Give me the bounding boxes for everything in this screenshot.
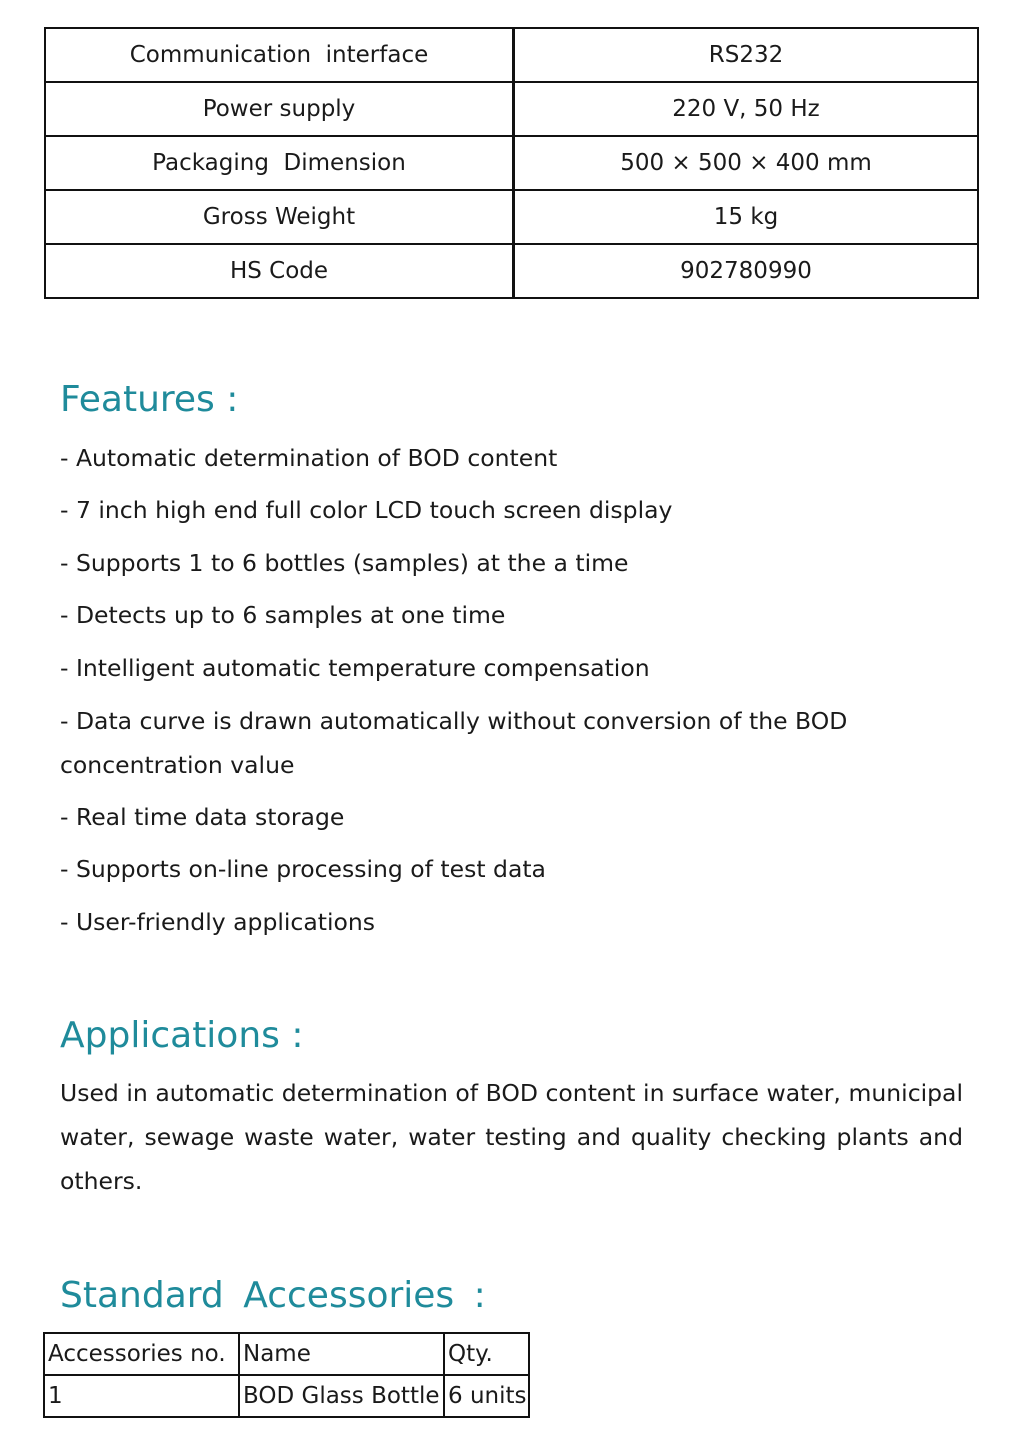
feature-item: - 7 inch high end full color LCD touch screen display — [60, 496, 673, 524]
table-row — [44, 1375, 529, 1417]
spec-label: Power supply — [45, 82, 514, 136]
spec-value: 500 × 500 × 400 mm — [514, 136, 979, 190]
spec-label: HS Code — [45, 244, 514, 298]
feature-item: - User-friendly applications — [60, 908, 376, 936]
feature-item: - Supports 1 to 6 bottles (samples) at the a time — [60, 549, 629, 577]
feature-item: - Automatic determination of BOD content — [60, 444, 558, 472]
accessories-heading: Standard Accessories : — [60, 1275, 486, 1316]
table-row — [45, 82, 978, 136]
spec-value: 220 V, 50 Hz — [514, 82, 979, 136]
table-row — [45, 136, 978, 190]
table-cell: BOD Glass Bottle — [239, 1375, 444, 1417]
applications-text: Used in automatic determination of BOD content in surface water, municipal water, sewage waste water, water testing and quality checking plants and others. — [60, 1079, 963, 1195]
table-row — [45, 244, 978, 298]
table-cell: 1 — [44, 1375, 239, 1417]
feature-item: - Supports on-line processing of test data — [60, 855, 546, 883]
feature-item: - Detects up to 6 samples at one time — [60, 601, 506, 629]
table-row — [45, 190, 978, 244]
spec-label: Communication interface — [45, 28, 514, 82]
column-header: Name — [239, 1333, 444, 1375]
column-header: Accessories no. — [44, 1333, 239, 1375]
accessories-table — [43, 1332, 530, 1418]
spec-label: Packaging Dimension — [45, 136, 514, 190]
column-header: Qty. — [444, 1333, 529, 1375]
specifications-table — [44, 27, 979, 299]
table-header-row — [44, 1333, 529, 1375]
spec-value: 15 kg — [514, 190, 979, 244]
applications-heading: Applications : — [60, 1015, 304, 1056]
feature-item: - Intelligent automatic temperature compensation — [60, 654, 650, 682]
feature-item: - Data curve is drawn automatically without conversion of the BOD concentration value — [60, 707, 848, 779]
spec-label: Gross Weight — [45, 190, 514, 244]
spec-value: 902780990 — [514, 244, 979, 298]
feature-item: - Real time data storage — [60, 803, 345, 831]
table-cell: 6 units — [444, 1375, 529, 1417]
table-row — [45, 28, 978, 82]
features-heading: Features : — [60, 379, 239, 420]
spec-value: RS232 — [514, 28, 979, 82]
